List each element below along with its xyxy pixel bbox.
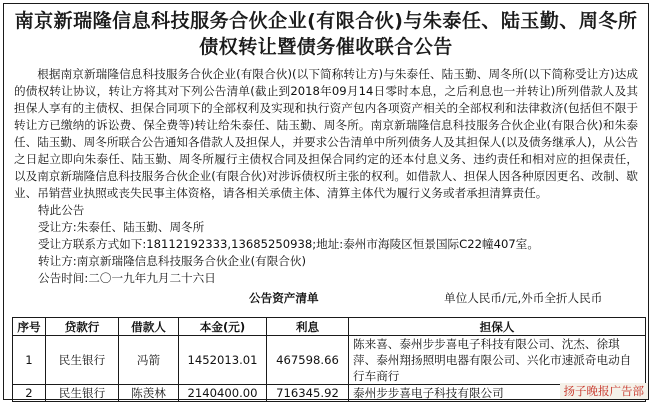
- header-guarantor: 担保人: [349, 318, 646, 336]
- table-caption-row: [14, 289, 638, 307]
- row-bank: 民生银行: [46, 385, 119, 402]
- contact-line: 受让方联系方式如下:18112192333,13685250938;地址:泰州市海陵区恒景国际C22幢407室。: [38, 237, 539, 251]
- header-interest: 利息: [267, 318, 349, 336]
- date-line: 公告时间:二〇一九年九月二十六日: [38, 271, 216, 285]
- header-principal: 本金(元): [179, 318, 267, 336]
- notice-paragraph: 根据南京新瑞隆信息科技服务合伙企业(有限合伙)(以下简称转让方)与朱泰任、陆玉勤、周冬所(以下简称受让方)达成的债权转让协议，转让方将其对下列公告清单(截止到2018年09月14日零时本息，之后利息也一并转让)所列借款人及其担保人享有的主债权、担保合同项下的全部权利及实现和执行资产包内各项资产相关的全部权利和法律救济(包括但不限于转让方已缴纳的诉讼费、保全费等)转让给朱泰任、陆玉勤、周冬所。南京新瑞隆信息科技服务合伙企业(有限合伙)和朱泰任、陆玉勤、周冬所联合公告通知各借款人及担保人，并要求公告清单中所列债务人及其担保人(以及债务继承人)，从公告之日起立即向朱泰任、陆玉勤、周冬所履行主债权合同及担保合同约定的还本付息义务、违约责任和相对应的担保责任，以及南京新瑞隆信息科技服务合伙企业(有限合伙)对涉诉债权所主张的权利。如借款人、担保人因各种原因更名、改制、歇业、吊销营业执照或丧失民事主体资格，请各相关承债主体、清算主体代为履行义务或者承担清算责任。: [14, 67, 638, 200]
- source-badge: 扬子晚报广告部: [560, 383, 649, 399]
- row-interest: 467598.66: [267, 336, 349, 385]
- row-borrower: 冯箭: [119, 336, 179, 385]
- table-unit: 单位人民币/元,外币全折人民币: [444, 291, 603, 305]
- transferor-line: 转让方:南京新瑞隆信息科技服务合伙企业(有限合伙): [38, 254, 307, 268]
- transferee-line: 受让方:朱泰任、陆玉勤、周冬所: [38, 220, 205, 234]
- row-no: 2: [13, 385, 46, 402]
- table-row: [13, 385, 646, 402]
- row-principal: 1452013.01: [179, 336, 267, 385]
- row-bank: 民生银行: [46, 336, 119, 385]
- special-notice: 特此公告: [38, 203, 85, 217]
- table-header-row: [13, 318, 646, 336]
- row-guarantor: 泰州步步喜电子科技有限公司: [349, 385, 646, 402]
- row-borrower: 陈羡林: [119, 385, 179, 402]
- table-row: [13, 336, 646, 385]
- header-borrower: 借款人: [119, 318, 179, 336]
- row-no: 1: [13, 336, 46, 385]
- row-principal: 2140400.00: [179, 385, 267, 402]
- notice-body: [4, 60, 648, 307]
- notice-title-line2: 债权转让暨债务催收联合公告: [199, 36, 453, 58]
- row-interest: 716345.92: [267, 385, 349, 402]
- header-bank: 贷款行: [46, 318, 119, 336]
- asset-table: [12, 317, 646, 402]
- header-no: 序号: [13, 318, 46, 336]
- notice-title-line1: 南京新瑞隆信息科技服务合伙企业(有限合伙)与朱泰任、陆玉勤、周冬所: [14, 10, 638, 32]
- table-title: 公告资产清单: [249, 291, 319, 305]
- row-guarantor: 陈来喜、泰州步步喜电子科技有限公司、沈杰、徐琪萍、泰州翔扬照明电器有限公司、兴化市速派奇电动自行车商行: [349, 336, 646, 385]
